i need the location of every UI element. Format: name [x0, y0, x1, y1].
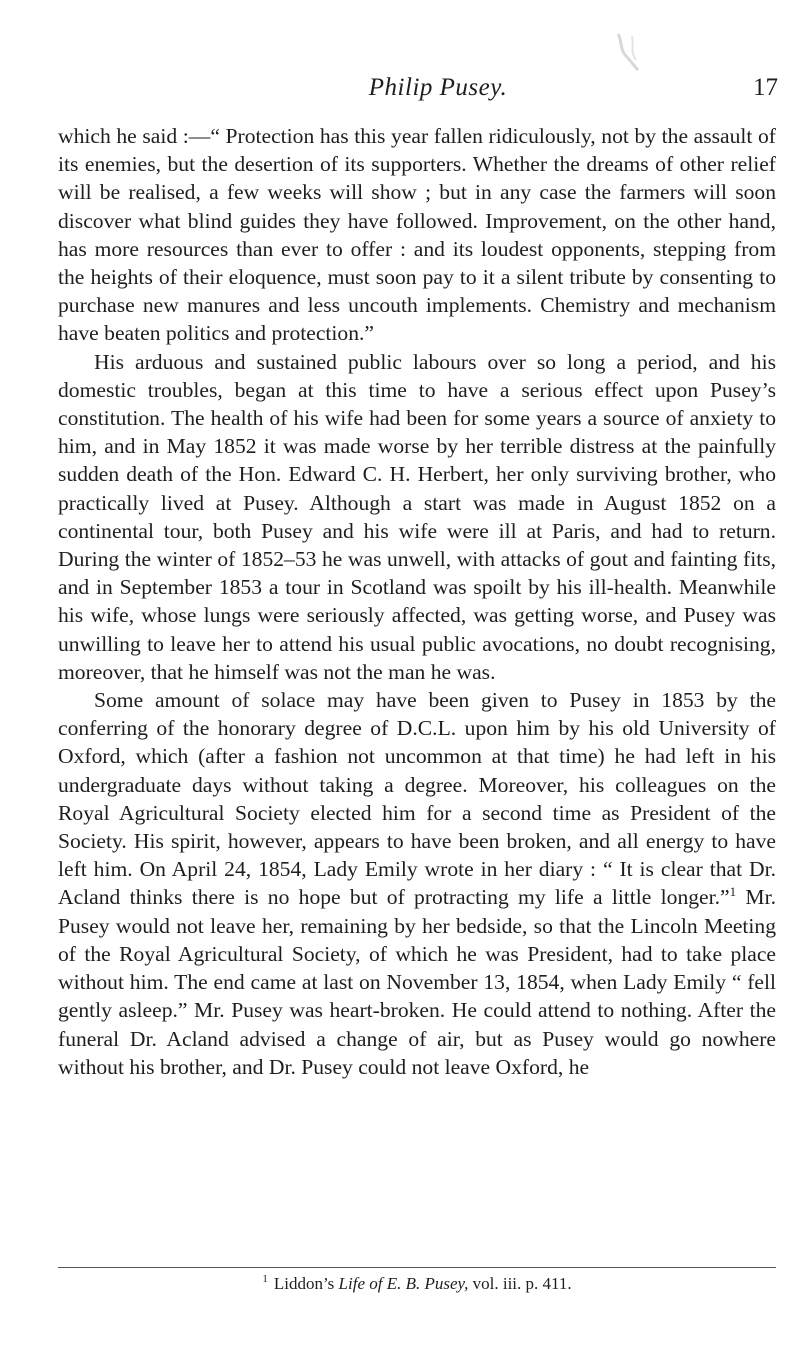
page-header	[98, 74, 778, 114]
body-text	[58, 122, 776, 1081]
footnote-mark: 1	[262, 1273, 268, 1286]
page-number: 17	[753, 74, 778, 101]
paragraph-text: Mr. Pusey would not leave her, remaining by her bedside, so that the Lincoln Meeting of the Royal Agricultural Society, of which he was President, had to take place without him. The end came at last on November 13, 1854, when Lady Emily “ fell gently asleep.” Mr. Pusey was heart-broken. He could attend to nothing. After the funeral Dr. Acland advised a change of air, but as Pusey would go nowhere without his brother, and Dr. Pusey could not leave Oxford, he	[58, 885, 776, 1079]
paragraph	[58, 686, 776, 1081]
paragraph-text: Some amount of solace may have been given to Pusey in 1853 by the conferring of the honorary degree of D.C.L. upon him by his old University of Oxford, which (after a fashion not uncommon at that time) he had left in his undergraduate days without taking a degree. Moreover, his colleagues on the Royal Agricultural Society elected him for a second time as President of the Society. His spirit, however, appears to have been broken, and all energy to have left him. On April 24, 1854, Lady Emily wrote in her diary : “ It is clear that Dr. Acland thinks there is no hope but of protracting my life a little longer.”	[58, 688, 776, 910]
ink-smudge-mark	[612, 30, 642, 74]
footnote-title: Life of E. B. Pusey,	[338, 1274, 469, 1293]
footnote	[58, 1273, 776, 1295]
running-head: Philip Pusey.	[368, 74, 508, 101]
paragraph: His arduous and sustained public labours over so long a period, and his domestic troubles, began at this time to have a serious effect upon Pusey’s constitution. The health of his wife had been for some years a source of anxiety to him, and in May 1852 it was made worse by her terrible distress at the painfully sudden death of the Hon. Edward C. H. Herbert, her only surviving brother, who practically lived at Pusey. Although a start was made in August 1852 on a continental tour, both Pusey and his wife were ill at Paris, and had to return. During the winter of 1852–53 he was unwell, with attacks of gout and fainting fits, and in September 1853 a tour in Scotland was spoilt by his ill-health. Meanwhile his wife, whose lungs were seriously affected, was getting worse, and Pusey was unwilling to leave her to attend his usual public avocations, no doubt recognising, moreover, that he himself was not the man he was.	[58, 349, 776, 684]
paragraph: which he said :—“ Protection has this year fallen ridiculously, not by the assault of its enemies, but the desertion of its supporters. Whether the dreams of other relief will be realised, a few weeks will show ; but in any case the farmers will soon discover what blind guides they have followed. Improvement, on the other hand, has more resources than ever to offer : and its loudest opponents, stepping from the heights of their eloquence, must soon pay to it a silent tribute by consenting to purchase new manures and less uncouth implements. Chemistry and mechanism have beaten politics and protection.”	[58, 124, 776, 346]
footnote-author: Liddon’s	[273, 1274, 335, 1293]
footnote-divider	[58, 1267, 776, 1268]
footnote-reference[interactable]: 1	[729, 884, 737, 900]
footnote-reference-text: vol. iii. p. 411.	[472, 1274, 572, 1293]
